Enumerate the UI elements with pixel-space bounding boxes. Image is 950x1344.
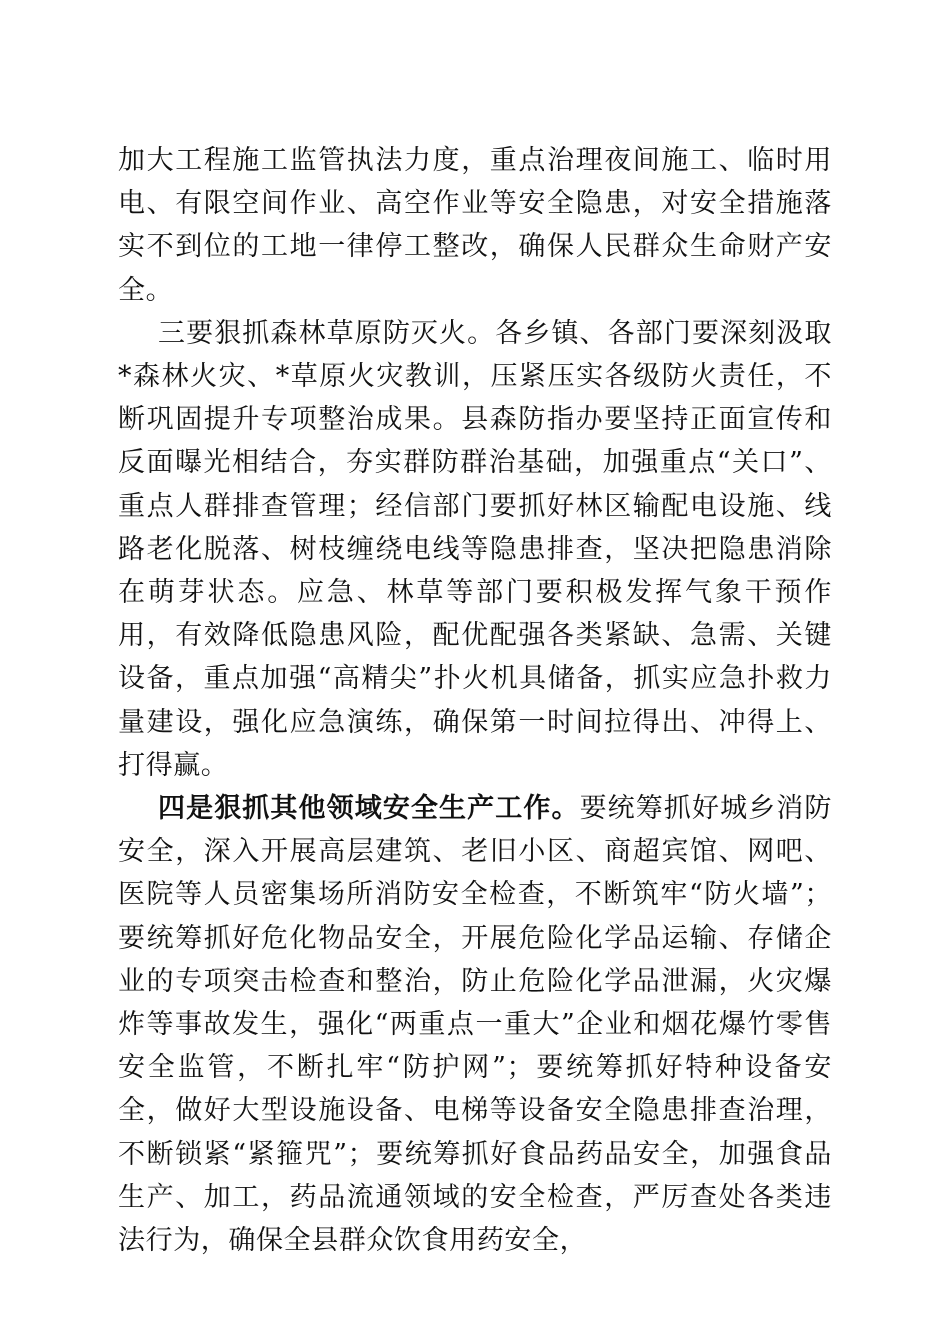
paragraph-text: 三要狠抓森林草原防灭火。各乡镇、各部门要深刻汲取*森林火灾、*草原火灾教训，压紧压实各级防火责任，不断巩固提升专项整治成果。县森防指办要坚持正面宣传和反面曝光相结合，夯实群防群治基础，加强重点“关口”、重点人群排查管理；经信部门要抓好林区输配电设施、线路老化脱落、树枝缠绕电线等隐患排查，坚决把隐患消除在萌芽状态。应急、林草等部门要积极发挥气象干预作用，有效降低隐患风险，配优配强各类紧缺、急需、关键设备，重点加强“高精尖”扑火机具储备，抓实应急扑救力量建设，强化应急演练，确保第一时间拉得出、冲得上、打得赢。 bbox=[118, 317, 832, 781]
paragraph-forest-fire-prevention bbox=[118, 312, 832, 787]
paragraph-other-safety-fields bbox=[118, 787, 832, 1262]
paragraph-lead-heading: 四是狠抓其他领域安全生产工作。 bbox=[158, 793, 580, 825]
paragraph-text: 要统筹抓好城乡消防安全，深入开展高层建筑、老旧小区、商超宾馆、网吧、医院等人员密集场所消防安全检查，不断筑牢“防火墙”；要统筹抓好危化物品安全，开展危险化学品运输、存储企业的专项突击检查和整治，防止危险化学品泄漏，火灾爆炸等事故发生，强化“两重点一重大”企业和烟花爆竹零售安全监管，不断扎牢“防护网”；要统筹抓好特种设备安全，做好大型设施设备、电梯等设备安全隐患排查治理，不断锁紧“紧箍咒”；要统筹抓好食品药品安全，加强食品生产、加工，药品流通领域的安全检查，严厉查处各类违法行为，确保全县群众饮食用药安全， bbox=[118, 793, 832, 1257]
paragraph-construction-supervision bbox=[118, 139, 832, 312]
document-body bbox=[118, 139, 832, 1262]
paragraph-text: 加大工程施工监管执法力度，重点治理夜间施工、临时用电、有限空间作业、高空作业等安全隐患，对安全措施落实不到位的工地一律停工整改，确保人民群众生命财产安全。 bbox=[118, 145, 832, 306]
